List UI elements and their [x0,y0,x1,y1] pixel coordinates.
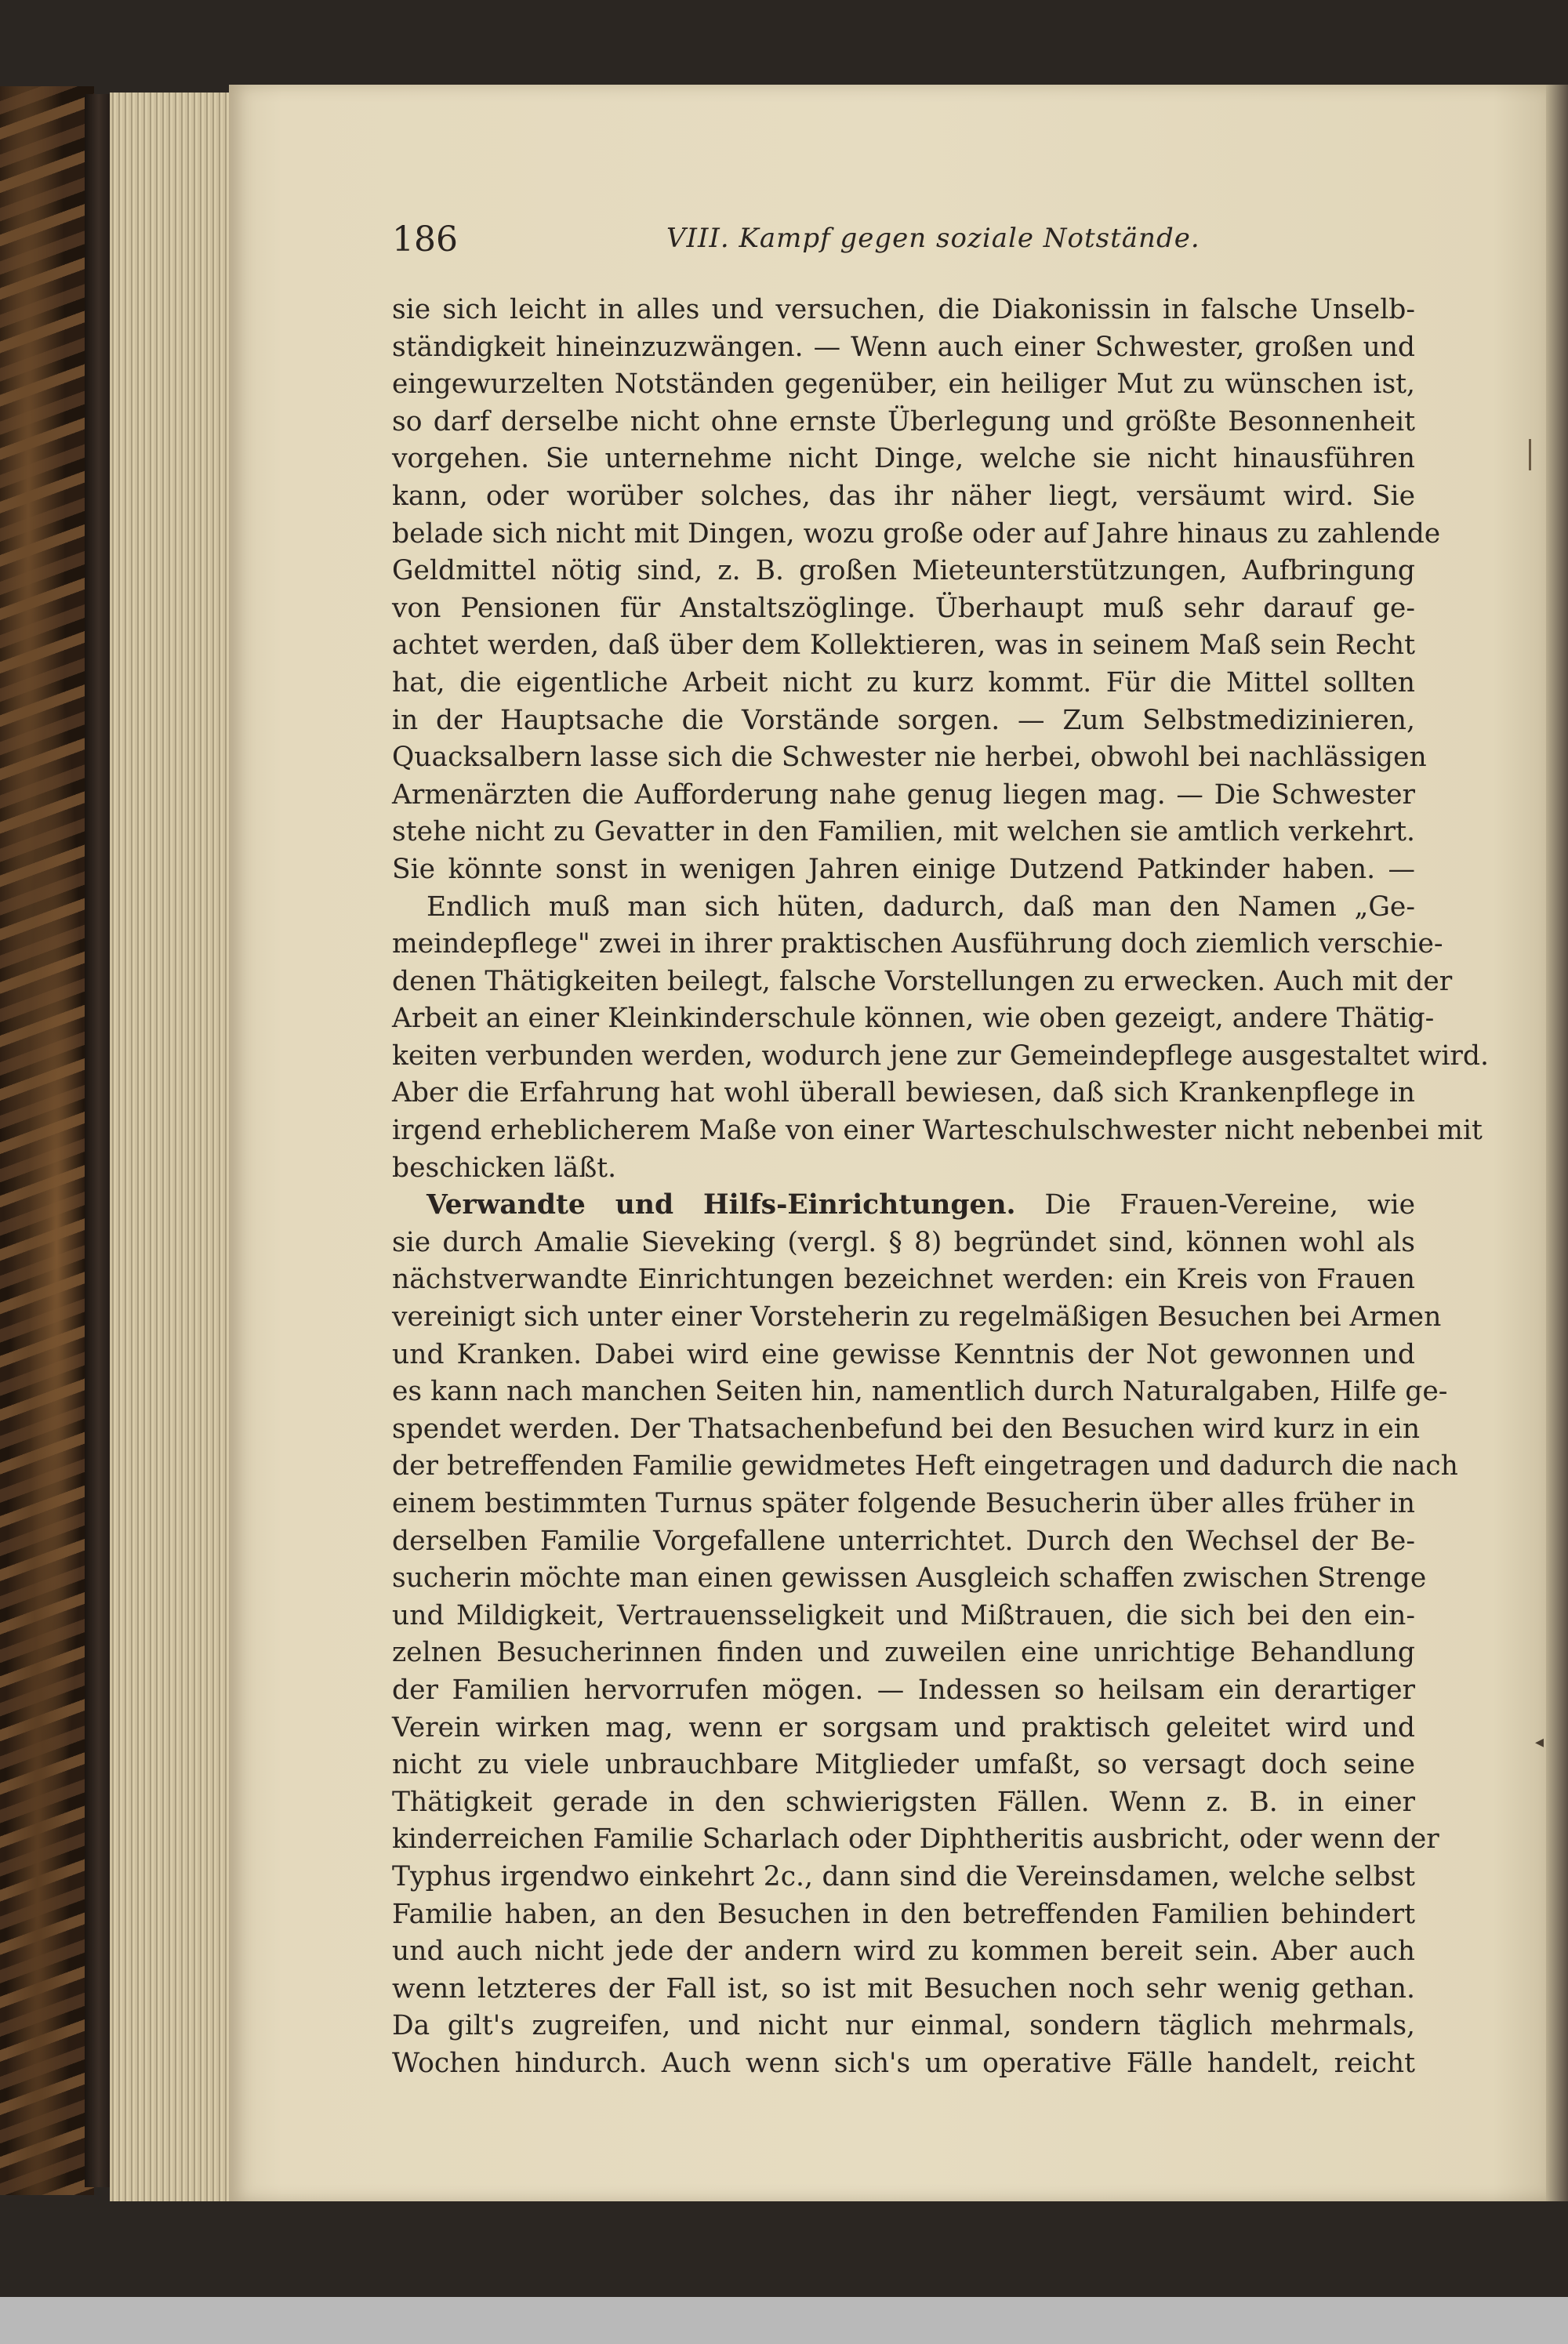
text-line: sie sich leicht in alles und versuchen, die Diakonissin in falsche Unselb- [392,294,1415,325]
text-line: denen Thätigkeiten beilegt, falsche Vorstellungen zu erwecken. Auch mit der [392,965,1453,997]
page-number: 186 [392,220,458,259]
text-line: keiten verbunden werden, wodurch jene zur Gemeindepflege ausgestaltet wird. [392,1040,1489,1072]
text-line: Familie haben, an den Besuchen in den betreffenden Familien behindert [392,1898,1415,1930]
book-spine [85,94,113,2187]
text-line: achtet werden, daß über dem Kollektieren, was in seinem Maß sein Recht [392,630,1415,662]
text-line: vorgehen. Sie unternehme nicht Dinge, welche sie nicht hinausführen [392,443,1415,475]
text-line: meindepflege" zwei in ihrer praktischen Ausführung doch ziemlich verschie- [392,928,1443,960]
text-line: spendet werden. Der Thatsachenbefund bei den Besuchen wird kurz in ein [392,1413,1421,1445]
page-header [392,220,1419,267]
text-line: nächstverwandte Einrichtungen bezeichnet werden: ein Kreis von Frauen [392,1264,1415,1296]
text-line: hat, die eigentliche Arbeit nicht zu kurz kommt. Für die Mittel sollten [392,666,1415,698]
text-line: sucherin möchte man einen gewissen Ausgleich schaffen zwischen Strenge [392,1562,1427,1595]
page-edge-shadow [1546,85,1568,2201]
text-line: derselben Familie Vorgefallene unterrichtet. Durch den Wechsel der Be- [392,1525,1415,1557]
text-line: Verein wirken mag, wenn er sorgsam und praktisch geleitet wird und [392,1711,1415,1743]
text-line: sie durch Amalie Sieveking (vergl. § 8) begründet sind, können wohl als [392,1226,1415,1258]
text-line: Sie könnte sonst in wenigen Jahren einige Dutzend Patkinder haben. — [392,853,1415,885]
text-line: nicht zu viele unbrauchbare Mitglieder umfaßt, so versagt doch seine [392,1749,1415,1781]
section-heading: Verwandte und Hilfs-Einrichtungen. [426,1189,1016,1221]
text-line: der betreffenden Familie gewidmetes Heft eingetragen und dadurch die nach [392,1450,1458,1482]
text-line: und Kranken. Dabei wird eine gewisse Kenntnis der Not gewonnen und [392,1338,1415,1370]
text-line: einem bestimmten Turnus später folgende Besucherin über alles früher in [392,1488,1415,1519]
text-line [392,1187,1415,1225]
text-line: in der Hauptsache die Vorstände sorgen. — Zum Selbstmedizinieren, [392,704,1415,736]
text-line: und Mildigkeit, Vertrauensseligkeit und Mißtrauen, die sich bei den ein- [392,1599,1415,1631]
text-line: so darf derselbe nicht ohne ernste Überlegung und größte Besonnenheit [392,405,1415,437]
text-line: irgend erheblicherem Maße von einer Warteschulschwester nicht nebenbei mit [392,1115,1483,1147]
text-line: kinderreichen Familie Scharlach oder Diphtheritis ausbricht, oder wenn der [392,1823,1439,1856]
text-line: es kann nach manchen Seiten hin, namentlich durch Naturalgaben, Hilfe ge- [392,1376,1448,1408]
text-line: Geldmittel nötig sind, z. B. großen Mieteunterstützungen, Aufbringung [392,555,1415,587]
text-line: Armenärzten die Aufforderung nahe genug liegen mag. — Die Schwester [392,778,1415,811]
text-line: wenn letzteres der Fall ist, so ist mit Besuchen noch sehr wenig gethan. [392,1972,1415,2005]
margin-arrow-icon: ◂ [1535,1733,1544,1752]
text-line: kann, oder worüber solches, das ihr näher liegt, versäumt wird. Sie [392,480,1415,512]
text-line: Quacksalbern lasse sich die Schwester nie herbei, obwohl bei nachlässigen [392,742,1427,774]
text-line-content: Die Frauen-Vereine, wie [1015,1189,1415,1221]
text-line: Arbeit an einer Kleinkinderschule können, wie oben gezeigt, andere Thätig- [392,1003,1435,1035]
text-line: Thätigkeit gerade in den schwierigsten Fällen. Wenn z. B. in einer [392,1786,1415,1818]
running-head: VIII. Kampf gegen soziale Notstände. [666,223,1200,254]
text-line: eingewurzelten Notständen gegenüber, ein heiliger Mut zu wünschen ist, [392,368,1415,401]
viewer-footer-bar [0,2297,1568,2344]
text-line: und auch nicht jede der andern wird zu kommen bereit sein. Aber auch [392,1936,1415,1968]
text-line: Aber die Erfahrung hat wohl überall bewiesen, daß sich Krankenpflege in [392,1077,1415,1109]
text-line: Endlich muß man sich hüten, dadurch, daß man den Namen „Ge- [426,891,1415,923]
margin-mark [1529,439,1531,470]
text-line: Typhus irgendwo einkehrt 2c., dann sind die Vereinsdamen, welche selbst [392,1860,1415,1892]
text-line: Da gilt's zugreifen, und nicht nur einmal, sondern täglich mehrmals, [392,2010,1415,2042]
marbled-cover [0,86,94,2195]
text-line: zelnen Besucherinnen finden und zuweilen eine unrichtige Behandlung [392,1637,1415,1669]
text-line: belade sich nicht mit Dingen, wozu große oder auf Jahre hinaus zu zahlende [392,517,1441,550]
text-line: beschicken läßt. [392,1152,617,1184]
text-line: stehe nicht zu Gevatter in den Familien, mit welchen sie amtlich verkehrt. [392,816,1415,848]
text-line: Wochen hindurch. Auch wenn sich's um operative Fälle handelt, reicht [392,2047,1415,2079]
body-text [392,292,1489,2083]
text-line: ständigkeit hineinzuzwängen. — Wenn auch einer Schwester, großen und [392,331,1415,363]
page-stack-edge [110,93,235,2201]
text-line: von Pensionen für Anstaltszöglinge. Überhaupt muß sehr darauf ge- [392,592,1415,624]
text-line: der Familien hervorrufen mögen. — Indessen so heilsam ein derartiger [392,1674,1415,1706]
text-line: vereinigt sich unter einer Vorsteherin zu regelmäßigen Besuchen bei Armen [392,1301,1442,1333]
